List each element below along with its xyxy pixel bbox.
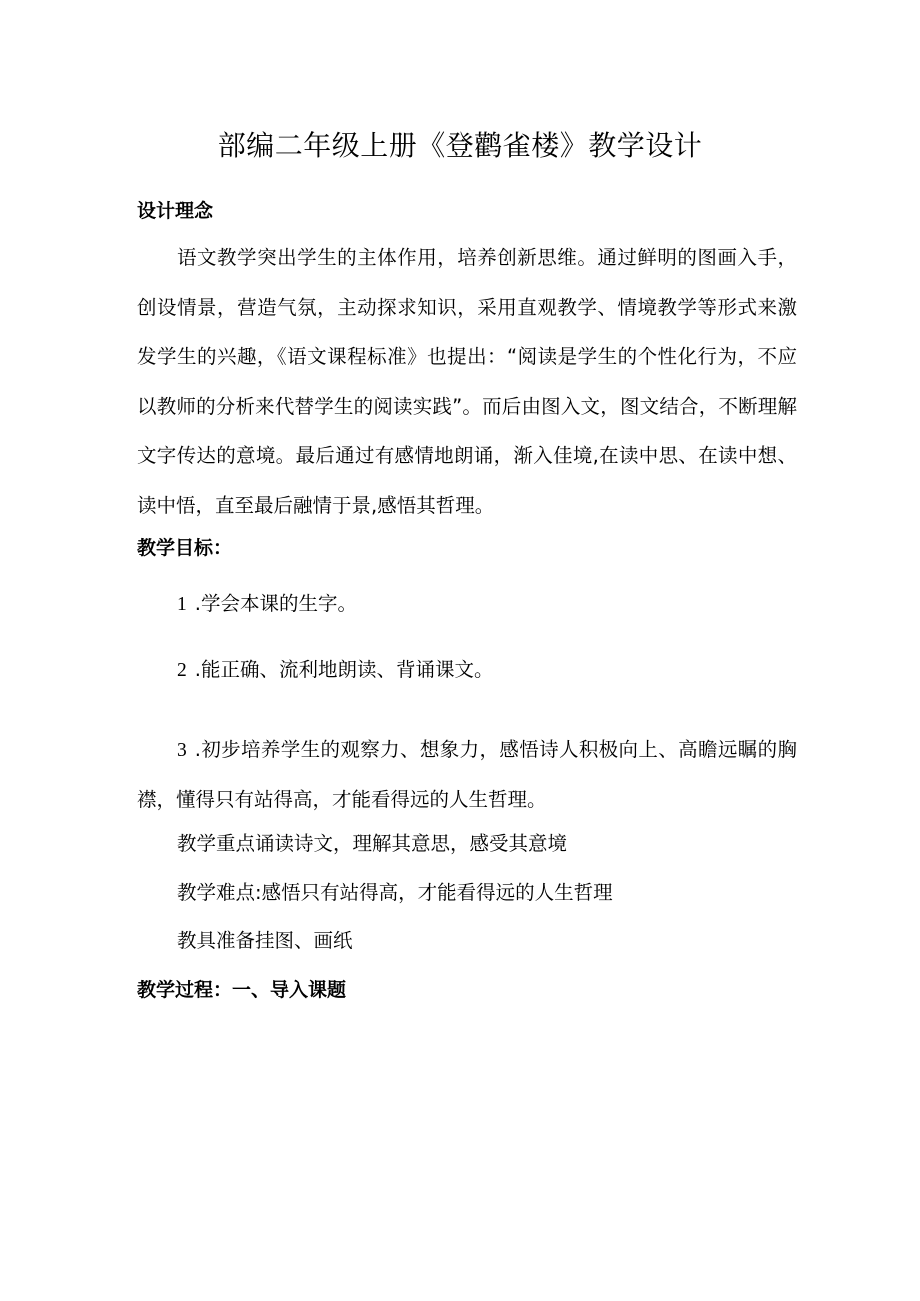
concept-paragraph: 语文教学突出学生的主体作用，培养创新思维。通过鲜明的图画入手，创设情景，营造气氛，主动探求知识，采用直观教学、情境教学等形式来激发学生的兴趣，《语文课程标准》也提出：“阅读是学生的个性化行为，不应以教师的分析来代替学生的阅读实践”。而后由图入文，图文结合，不断理解文字传达的意境。最后通过有感情地朗诵，渐入佳境,在读中思、在读中想、读中悟，直至最后融情于景,感悟其哲理。	[137, 246, 797, 517]
goal-number: 3	[177, 740, 187, 761]
goal-item-3	[137, 725, 797, 824]
materials-line: 教具准备挂图、画纸	[177, 929, 353, 952]
goal-text: .能正确、流利地朗读、背诵课文。	[194, 658, 494, 681]
difficulty-line: 教学难点:感悟只有站得高，才能看得远的人生哲理	[177, 881, 613, 904]
goal-number: 1	[177, 594, 187, 615]
key-point-line: 教学重点诵读诗文，理解其意思，感受其意境	[177, 832, 568, 855]
goal-item-1	[137, 579, 797, 629]
section-heading-process: 教学过程：一、导入课题	[137, 979, 347, 1001]
goal-item-2	[137, 645, 797, 695]
goal-text: .学会本课的生字。	[194, 592, 357, 615]
goal-number: 2	[177, 660, 187, 681]
goal-text: .初步培养学生的观察力、想象力，感悟诗人积极向上、高瞻远瞩的胸襟，懂得只有站得高，才能看得远的人生哲理。	[137, 738, 797, 811]
section-heading-concept: 设计理念	[137, 200, 214, 222]
document-title: 部编二年级上册《登鹳雀楼》教学设计	[217, 129, 703, 162]
section-heading-goals: 教学目标：	[137, 537, 233, 559]
